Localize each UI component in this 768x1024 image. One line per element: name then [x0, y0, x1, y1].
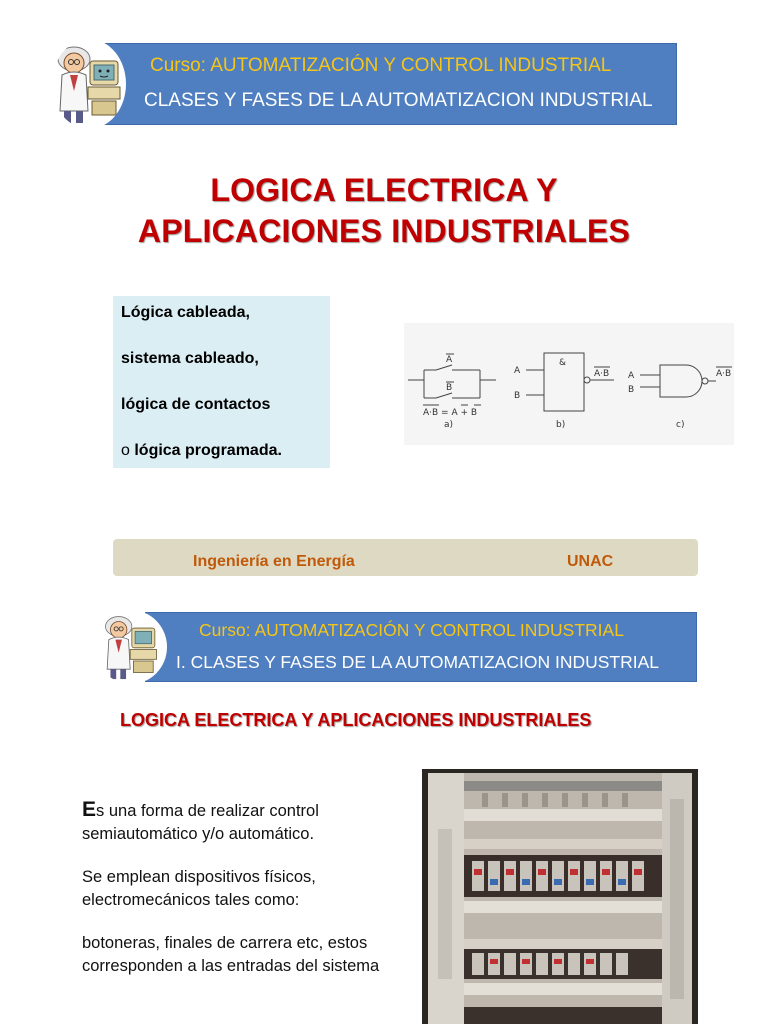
body-paragraph-2: Se emplean dispositivos físicos, electromecánicos tales como:	[82, 868, 316, 909]
body-paragraph-1	[82, 799, 382, 845]
footer-institution-program: Ingeniería en Energía	[193, 553, 355, 570]
slide-title-line2: APLICACIONES INDUSTRIALES	[137, 213, 631, 249]
svg-text:B: B	[446, 383, 453, 393]
drop-cap: E	[82, 798, 97, 821]
diagram-label-a: a)	[444, 420, 454, 430]
body-paragraph-1-text: s una forma de realizar control semiautomático y/o automático.	[82, 802, 319, 843]
diagram-input-a-b: A	[514, 366, 521, 376]
section-label-2: I. CLASES Y FASES DE LA AUTOMATIZACION INDUSTRIAL	[176, 652, 660, 672]
logic-item-4	[121, 442, 282, 460]
logic-item-2: sistema cableado,	[121, 350, 259, 367]
diagram-label-c: c)	[676, 420, 685, 430]
svg-text:A: A	[446, 355, 453, 365]
slide2-body	[82, 799, 382, 998]
diagram-gate-symbol: &	[559, 358, 567, 368]
logic-types-box	[113, 296, 330, 468]
diagram-input-a-c: A	[628, 371, 635, 381]
section-label: CLASES Y FASES DE LA AUTOMATIZACION INDUSTRIAL	[144, 90, 653, 111]
svg-text:A·B: A·B	[716, 369, 732, 379]
logic-item-4-prefix: o	[121, 442, 135, 459]
footer-university: UNAC	[567, 553, 614, 570]
logic-item-4-bold: lógica programada.	[134, 442, 282, 459]
body-paragraph-3: botoneras, finales de carrera etc, estos corresponden a las entradas del sistema	[82, 934, 380, 975]
diagram-input-b-b: B	[514, 391, 521, 401]
professor-computer-icon	[52, 39, 126, 129]
slide-title	[60, 170, 708, 252]
slide-title-line1: LOGICA ELECTRICA Y	[210, 172, 558, 208]
header-banner	[100, 43, 677, 125]
logic-diagram	[404, 323, 734, 445]
header-banner-2	[145, 612, 697, 682]
svg-text:A·B: A·B	[594, 369, 610, 379]
course-label: Curso: AUTOMATIZACIÓN Y CONTROL INDUSTRIAL	[150, 55, 612, 76]
diagram-label-b: b)	[556, 420, 566, 430]
logic-item-3: lógica de contactos	[121, 396, 271, 413]
slide2-title: LOGICA ELECTRICA Y APLICACIONES INDUSTRIALES	[120, 710, 592, 730]
electrical-panel-photo	[422, 769, 698, 1024]
course-label-2: Curso: AUTOMATIZACIÓN Y CONTROL INDUSTRIAL	[199, 620, 624, 640]
svg-text:A·B = A + B: A·B = A + B	[423, 408, 478, 418]
logic-item-1: Lógica cableada,	[121, 304, 250, 321]
diagram-input-b-c: B	[628, 385, 635, 395]
footer-bar	[113, 539, 698, 576]
professor-computer-icon-2	[95, 610, 167, 684]
